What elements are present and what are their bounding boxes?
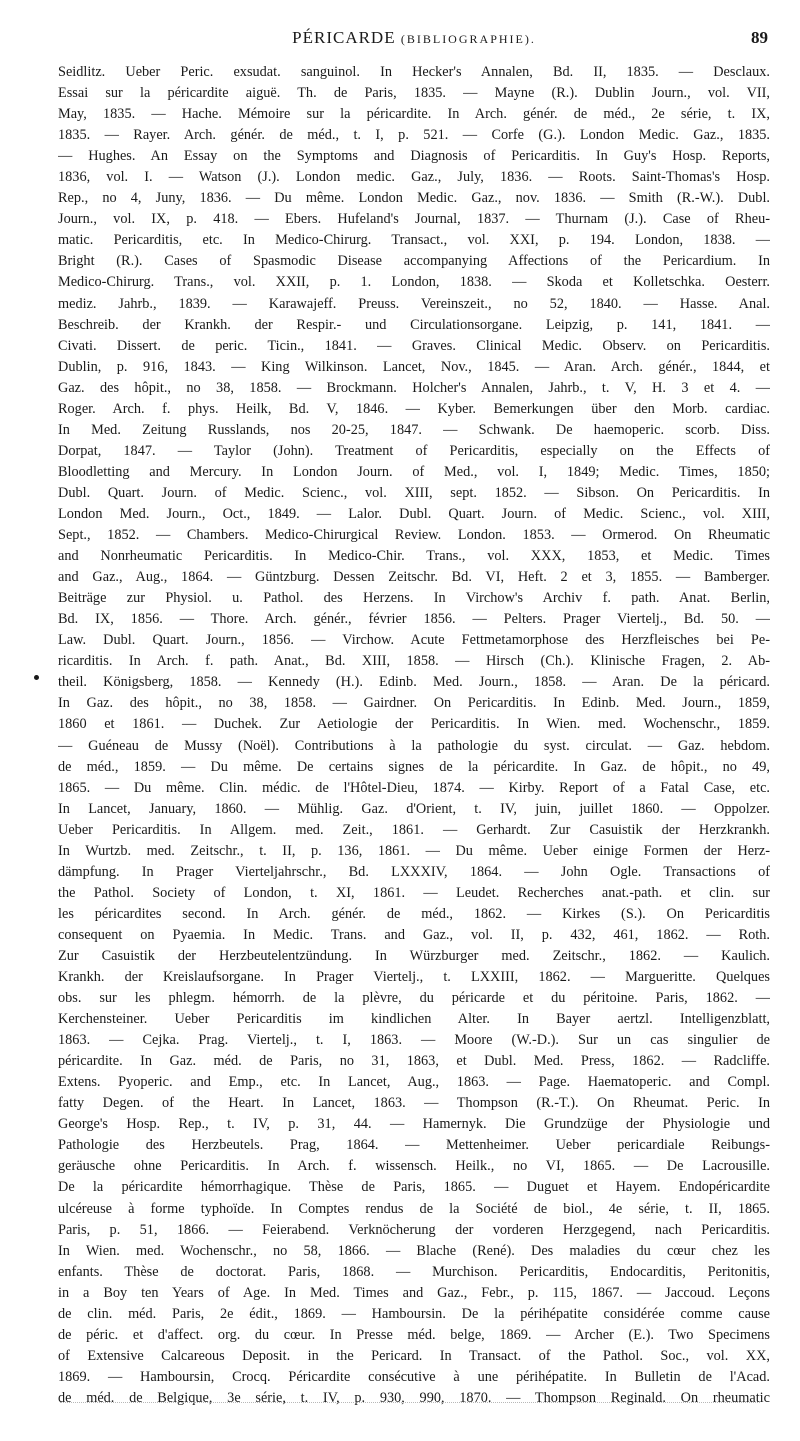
bibliography-line: dämpfung. In Prager Vierteljahrschr., Bd. LXXXIV, 1864. — John Ogle. Transactions of (58, 863, 770, 880)
bibliography-line: 1869. — Hamboursin, Crocq. Péricardite consécutive à une périhépatite. In Bulletin de l'Acad. (58, 1368, 770, 1385)
bibliography-line: Journ., vol. IX, p. 418. — Ebers. Hufeland's Journal, 1837. — Thurnam (J.). Case of Rheu- (58, 211, 770, 228)
bibliography-line: matic. Pericarditis, etc. In Medico-Chirurg. Transact., vol. XXI, p. 194. London, 1838. — (58, 232, 770, 249)
bibliography-line: péricardite. In Gaz. méd. de Paris, no 31, 1863, et Dubl. Med. Press, 1862. — Radcliffe. (58, 1053, 770, 1070)
bibliography-line: Medico-Chirurg. Trans., vol. XXII, p. 1. London, 1838. — Skoda et Kolletschka. Oesterr. (58, 274, 770, 291)
bibliography-line: theil. Königsberg, 1858. — Kennedy (H.). Edinb. Med. Journ., 1858. — Aran. De la péricard. (58, 674, 770, 691)
bibliography-line: ricarditis. In Arch. f. path. Anat., Bd. XIII, 1858. — Hirsch (Ch.). Klinische Fragen, 2. Ab- (58, 653, 770, 670)
bibliography-line: Bd. IX, 1856. — Thore. Arch. génér., février 1856. — Pelters. Prager Viertelj., Bd. 50. — (58, 611, 770, 628)
running-title (292, 28, 536, 48)
bibliography-line: 1860 et 1861. — Duchek. Zur Aetiologie der Pericarditis. In Wien. med. Wochenschr., 1859. (58, 716, 770, 733)
bibliography-line: Seidlitz. Ueber Peric. exsudat. sanguinol. In Hecker's Annalen, Bd. II, 1835. — Desclaux. (58, 64, 770, 80)
bibliography-line: 1835. — Rayer. Arch. génér. de méd., t. I, p. 521. — Corfe (G.). London Medic. Gaz., 1835. (58, 127, 770, 144)
bibliography-line: ulcéreuse à forme typhoïde. In Comptes rendus de la Société de biol., 4e série, t. II, 1865. (58, 1200, 770, 1217)
bibliography-line: Rep., no 4, Juny, 1836. — Du même. London Medic. Gaz., nov. 1836. — Smith (R.-W.). Dubl. (58, 190, 770, 207)
bibliography-line: and Nonrheumatic Pericarditis. In Medico-Chir. Trans., vol. XXX, 1853, et Medic. Times (58, 548, 770, 565)
bibliography-line: fatty Degen. of the Heart. In Lancet, 1863. — Thompson (R.-T.). On Rheumat. Peric. In (58, 1095, 770, 1112)
bibliography-line: Kerchensteiner. Ueber Pericarditis im kindlichen Alter. In Bayer aertzl. Intelligenzblatt, (58, 1011, 770, 1028)
bibliography-line: Ueber Pericarditis. In Allgem. med. Zeit., 1861. — Gerhardt. Zur Casuistik der Herzkrankh. (58, 821, 770, 838)
bibliography-line: Civati. Dissert. de peric. Ticin., 1841. — Graves. Clinical Medic. Observ. on Pericarditis. (58, 337, 770, 354)
footer-dotted-rule (60, 1402, 760, 1411)
bibliography-line: 1836, vol. I. — Watson (J.). London medic. Gaz., July, 1836. — Roots. Saint-Thomas's Hosp. (58, 169, 770, 186)
bibliography-line: Roger. Arch. f. phys. Heilk, Bd. V, 1846. — Kyber. Bemerkungen über den Morb. cardiac. (58, 400, 770, 417)
bibliography-line: George's Hosp. Rep., t. IV, p. 31, 44. — Hamernyk. Die Grundzüge der Physiologie und (58, 1116, 770, 1133)
bibliography-line: Beiträge zur Physiol. u. Pathol. des Herzens. In Virchow's Archiv f. path. Anat. Berlin, (58, 590, 770, 607)
bibliography-line: of Extensive Calcareous Deposit. in the Pericard. In Transact. of the Pathol. Soc., vol. XX, (58, 1347, 770, 1364)
bibliography-line: In Gaz. des hôpit., no 38, 1858. — Gairdner. On Pericarditis. In Edinb. Med. Journ., 1859, (58, 695, 770, 712)
bibliography-line: Extens. Pyoperic. and Emp., etc. In Lancet, Aug., 1863. — Page. Haematoperic. and Compl. (58, 1074, 770, 1091)
bibliography-line: Dublin, p. 916, 1843. — King Wilkinson. Lancet, Nov., 1845. — Aran. Arch. génér., 1844, et (58, 358, 770, 375)
header-subtitle: (BIBLIOGRAPHIE). (400, 32, 536, 46)
bibliography-line: In Med. Zeitung Russlands, nos 20-25, 1847. — Schwank. De haemoperic. scorb. Diss. (58, 421, 770, 438)
bibliography-line: Sept., 1852. — Chambers. Medico-Chirurgical Review. London. 1853. — Ormerod. On Rheumatic (58, 527, 770, 544)
bibliography-line: 1863. — Cejka. Prag. Viertelj., t. I, 1863. — Moore (W.-D.). Sur un cas singulier de (58, 1032, 770, 1049)
bibliography-line: 1865. — Du même. Clin. médic. de l'Hôtel-Dieu, 1874. — Kirby. Report of a Fatal Case, etc. (58, 779, 770, 796)
bibliography-line: Law. Dubl. Quart. Journ., 1856. — Virchow. Acute Fettmetamorphose des Herzfleisches bei Pe- (58, 632, 770, 649)
bibliography-line: — Hughes. An Essay on the Symptoms and Diagnosis of Pericarditis. In Guy's Hosp. Reports, (58, 148, 770, 165)
bibliography-line: Paris, p. 51, 1866. — Feierabend. Verknöcherung der vorderen Herzgegend, nach Pericarditis. (58, 1221, 770, 1238)
bibliography-line: enfants. Thèse de doctorat. Paris, 1868. — Murchison. Pericarditis, Endocarditis, Peritonitis, (58, 1263, 770, 1280)
bibliography-line: Bloodletting and Mercury. In London Journ. of Med., vol. I, 1849; Medic. Times, 1850; (58, 463, 770, 480)
bibliography-line: Krankh. der Kreislaufsorgane. In Prager Viertelj., t. LXXIII, 1862. — Margueritte. Quelques (58, 969, 770, 986)
bibliography-line: Essai sur la péricardite aiguë. Th. de Paris, 1835. — Mayne (R.). Dublin Journ., vol. VII, (58, 85, 770, 102)
margin-bullet-mark (34, 675, 39, 680)
bibliography-line: Zur Casuistik der Herzbeutelentzündung. In Würzburger med. Zeitschr., 1862. — Kaulich. (58, 947, 770, 964)
bibliography-line: Dorpat, 1847. — Taylor (John). Treatment of Pericarditis, especially on the Effects of (58, 442, 770, 459)
bibliography-line: Gaz. des hôpit., no 38, 1858. — Brockmann. Holcher's Annalen, Jahrb., t. V, H. 3 et 4. — (58, 379, 770, 396)
bibliography-line: and Gaz., Aug., 1864. — Güntzburg. Dessen Zeitschr. Bd. VI, Heft. 2 et 3, 1855. — Bamberger. (58, 569, 770, 586)
bibliography-line: Beschreib. der Krankh. der Respir.- und Circulationsorgane. Leipzig, p. 141, 1841. — (58, 316, 770, 333)
bibliography-line: — Guéneau de Mussy (Noël). Contributions à la pathologie du syst. circulat. — Gaz. hebdom. (58, 737, 770, 754)
bibliography-line: de méd. de Belgique, 3e série, t. IV, p. 930, 990, 1870. — Thompson Reginald. On rheumatic (58, 1389, 770, 1406)
bibliography-line: In Lancet, January, 1860. — Mühlig. Gaz. d'Orient, t. IV, juin, juillet 1860. — Oppolzer. (58, 800, 770, 817)
bibliography-line: obs. sur les phlegm. hémorrh. de la plèvre, du péricarde et du péritoine. Paris, 1862. — (58, 990, 770, 1007)
bibliography-line: May, 1835. — Hache. Mémoire sur la péricardite. In Arch. génér. de méd., 2e série, t. IX, (58, 106, 770, 123)
bibliography-line: de clin. méd. Paris, 2e édit., 1869. — Hamboursin. De la périhépatite considérée comme cause (58, 1305, 770, 1322)
header-title: PÉRICARDE (292, 28, 396, 47)
bibliography-line: les péricardites second. In Arch. génér. de méd., 1862. — Kirkes (S.). On Pericarditis (58, 905, 770, 922)
bibliography-line: Dubl. Quart. Journ. of Medic. Scienc., vol. XIII, sept. 1852. — Sibson. On Pericarditis. In (58, 484, 770, 501)
bibliography-line: in a Boy ten Years of Age. In Med. Times and Gaz., Febr., p. 115, 1867. — Jaccoud. Leçons (58, 1284, 770, 1301)
bibliography-line: De la péricardite hémorrhagique. Thèse de Paris, 1865. — Duguet et Hayem. Endopéricardite (58, 1179, 770, 1196)
bibliography-line: Pathologie des Herzbeutels. Prag, 1864. — Mettenheimer. Ueber pericardiale Reibungs- (58, 1137, 770, 1154)
bibliography-line: In Wurtzb. med. Zeitschr., t. II, p. 136, 1861. — Du même. Ueber einige Formen der Herz- (58, 842, 770, 859)
bibliography-line: In Wien. med. Wochenschr., no 58, 1866. — Blache (René). Des maladies du cœur chez les (58, 1242, 770, 1259)
bibliography-line: de péric. et d'affect. org. du cœur. In Presse méd. belge, 1869. — Archer (E.). Two Specimens (58, 1326, 770, 1343)
bibliography-line: Bright (R.). Cases of Spasmodic Disease accompanying Affections of the Pericardium. In (58, 253, 770, 270)
page (58, 28, 770, 1406)
page-number: 89 (751, 28, 768, 47)
bibliography-line: de méd., 1859. — Du même. De certains signes de la péricardite. In Gaz. de hôpit., no 49, (58, 758, 770, 775)
bibliography-line: London Med. Journ., Oct., 1849. — Lalor. Dubl. Quart. Journ. of Medic. Scienc., vol. XIII, (58, 505, 770, 522)
running-header (58, 28, 770, 56)
bibliography-text (58, 62, 770, 1409)
bibliography-line: mediz. Jahrb., 1839. — Karawajeff. Preuss. Vereinszeit., no 52, 1840. — Hasse. Anal. (58, 295, 770, 312)
bibliography-line: consequent on Pyaemia. In Medic. Trans. and Gaz., vol. II, p. 432, 461, 1862. — Roth. (58, 926, 770, 943)
bibliography-line: the Pathol. Society of London, t. XI, 1861. — Leudet. Recherches anat.-path. et clin. sur (58, 884, 770, 901)
bibliography-line: geräusche ohne Pericarditis. In Arch. f. wissensch. Heilk., no VI, 1865. — De Lacrousille. (58, 1158, 770, 1175)
